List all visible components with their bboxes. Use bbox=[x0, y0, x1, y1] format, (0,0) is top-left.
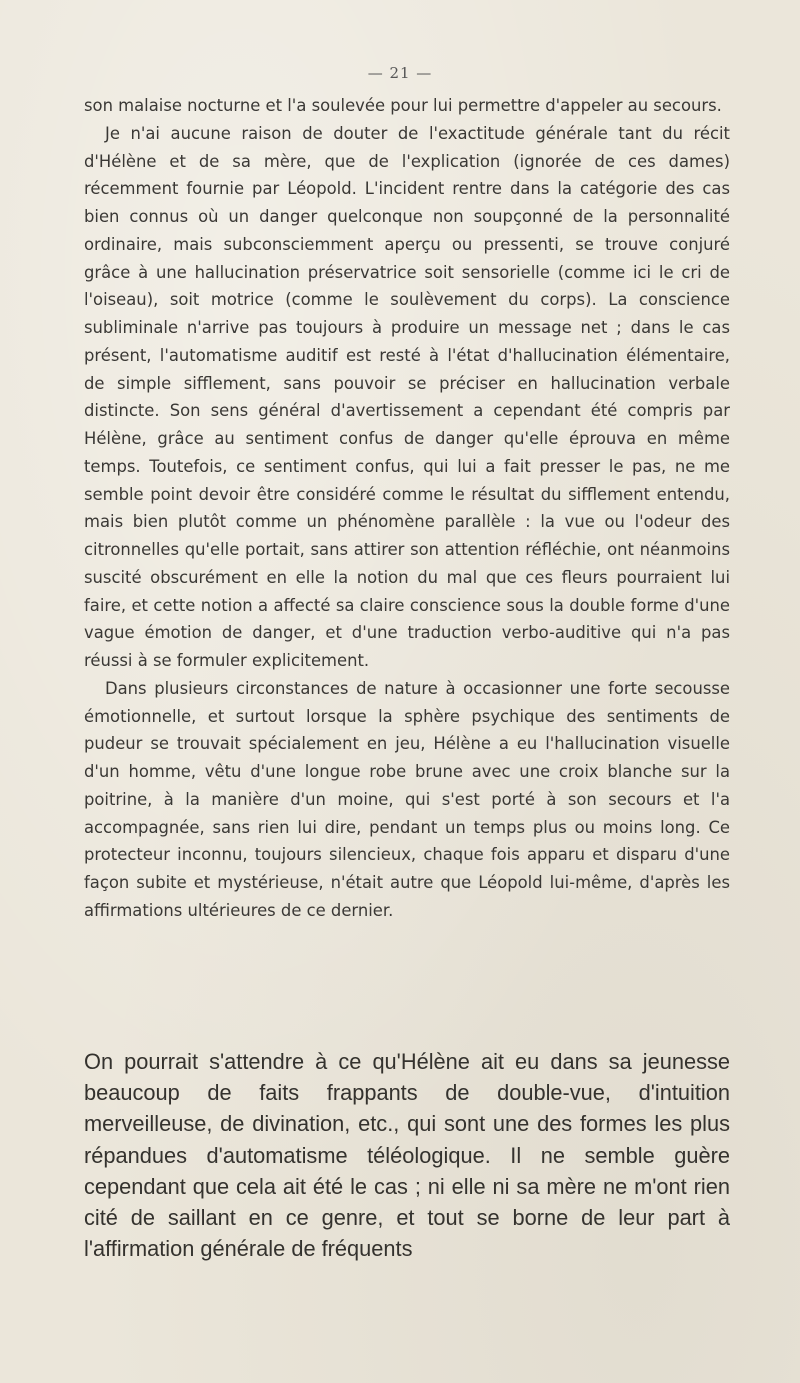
page-number: — 21 — bbox=[367, 64, 433, 82]
paragraph-protector: Dans plusieurs circonstances de nature à occasionner une forte secousse émotionnelle, et surtout lorsque la sphère psychique des sentiments de pudeur se trouvait spécialement en jeu, Hélène a eu l'hallucination visuelle d'un homme, vêtu d'une longue robe brune avec une croix blanche sur la poitrine, à la manière d'un moine, qui s'est porté à son secours et l'a accompagnée, sans rien lui dire, pendant un temps plus ou moins long. Ce protecteur inconnu, toujours silencieux, chaque fois apparu et disparu d'une façon subite et mystérieuse, n'était autre que Léopold lui-même, d'après les affirmations ultérieures de ce dernier. bbox=[84, 678, 730, 920]
paragraph-discussion: Je n'ai aucune raison de douter de l'exactitude générale tant du récit d'Hélène et de sa mère, que de l'explication (ignorée de ces dames) récemment fournie par Léopold. L'incident rentre dans la catégorie des cas bien connus où un danger quelconque non soupçonné de la personnalité ordinaire, mais subconsciemment aperçu ou pressenti, se trouve conjuré grâce à une hallucination préservatrice soit sensorielle (comme ici le cri de l'oiseau), soit motrice (comme le soulèvement du corps). La conscience subliminale n'arrive pas toujours à produire un message net ; dans le cas présent, l'automatisme auditif est resté à l'état d'hallucination élémentaire, de simple sifflement, sans pouvoir se préciser en hallucination verbale distincte. Son sens général d'avertissement a cependant été compris par Hélène, grâce au sentiment confus de danger qu'elle éprouva en même temps. Toutefois, ce sentiment confus, qui lui a fait presser le pas, ne me semble point devoir être considéré comme le résultat du sifflement entendu, mais bien plutôt comme un phénomène parallèle : la vue ou l'odeur des citronnelles qu'elle portait, sans attirer son attention réfléchie, ont néanmoins suscité obscurément en elle la notion du mal que ces fleurs pourraient lui faire, et cette notion a affecté sa claire conscience sous la double forme d'une vague émotion de danger, et d'une traduction verbo-auditive qui n'a pas réussi à se formuler explicitement. bbox=[84, 123, 730, 670]
small-print-section bbox=[84, 92, 730, 925]
large-print-section bbox=[84, 1046, 730, 1264]
paragraph-continuation: son malaise nocturne et l'a soulevée pour lui permettre d'appeler au secours. bbox=[84, 96, 722, 115]
paragraph-double-vue: On pourrait s'attendre à ce qu'Hélène ait eu dans sa jeunesse beaucoup de faits frappants de double-vue, d'intuition merveilleuse, de divination, etc., qui sont une des formes les plus répandues d'automatisme téléologique. Il ne semble guère cependant que cela ait été le cas ; ni elle ni sa mère ne m'ont rien cité de saillant en ce genre, et tout se borne de leur part à l'affirmation générale de fréquents bbox=[84, 1049, 730, 1262]
